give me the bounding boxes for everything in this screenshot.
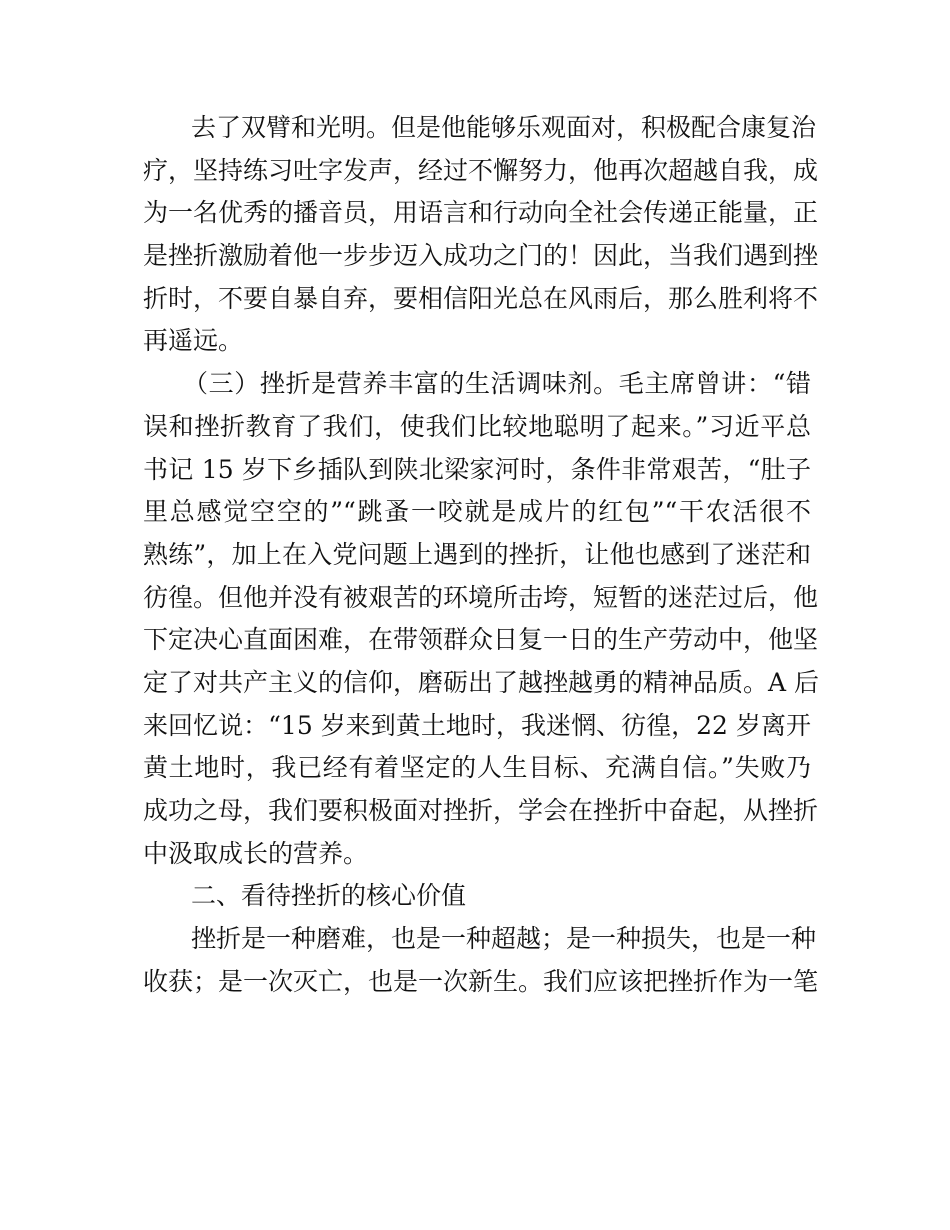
text-line: （三）挫折是营养丰富的生活调味剂。毛主席曾讲：“错 [183,369,811,399]
text-line: 定了对共产主义的信仰，磨砺出了越挫越勇的精神品质。A 后 [143,667,820,697]
text-line: 书记 15 岁下乡插队到陕北梁家河时，条件非常艰苦，“肚子 [143,454,811,484]
heading-text: 二、看待挫折的核心价值 [191,881,467,911]
text-line: 来回忆说：“15 岁来到黄土地时，我迷惘、彷徨，22 岁离开 [143,710,811,740]
paragraph [143,107,819,363]
text-line: 里总感觉空空的”“跳蚤一咬就是成片的红包”“干农活很不 [143,497,811,527]
text-line: 挫折是一种磨难，也是一种超越；是一种损失，也是一种 [191,924,817,954]
text-line: 彷徨。但他并没有被艰苦的环境所击垮，短暂的迷茫过后，他 [143,582,819,612]
text-line: 收获；是一次灭亡，也是一次新生。我们应该把挫折作为一笔 [143,966,819,996]
text-line: 黄土地时，我已经有着坚定的人生目标、充满自信。”失败乃 [143,753,811,783]
text-line: 熟练”，加上在入党问题上遇到的挫折，让他也感到了迷茫和 [143,539,811,569]
text-line: 成功之母，我们要积极面对挫折，学会在挫折中奋起，从挫折 [143,796,819,825]
text-line: 误和挫折教育了我们，使我们比较地聪明了起来。”习近平总 [143,411,811,441]
text-line: 去了双臂和光明。但是他能够乐观面对，积极配合康复治 [191,113,817,142]
text-line: 为一名优秀的播音员，用语言和行动向全社会传递正能量，正 [143,198,819,228]
text-line: 疗，坚持练习吐字发声，经过不懈努力，他再次超越自我，成 [143,155,819,185]
text-line: 是挫折激励着他一步步迈入成功之门的！因此，当我们遇到挫 [143,241,819,271]
text-line: 中汲取成长的营养。 [143,838,369,868]
paragraph [143,918,819,1003]
section-heading [143,875,811,918]
text-line: 折时，不要自暴自弃，要相信阳光总在风雨后，那么胜利将不 [143,283,819,313]
document-body [143,107,820,1003]
paragraph [143,363,820,875]
text-line: 再遥远。 [143,326,244,356]
text-line: 下定决心直面困难，在带领群众日复一日的生产劳动中，他坚 [143,625,819,655]
